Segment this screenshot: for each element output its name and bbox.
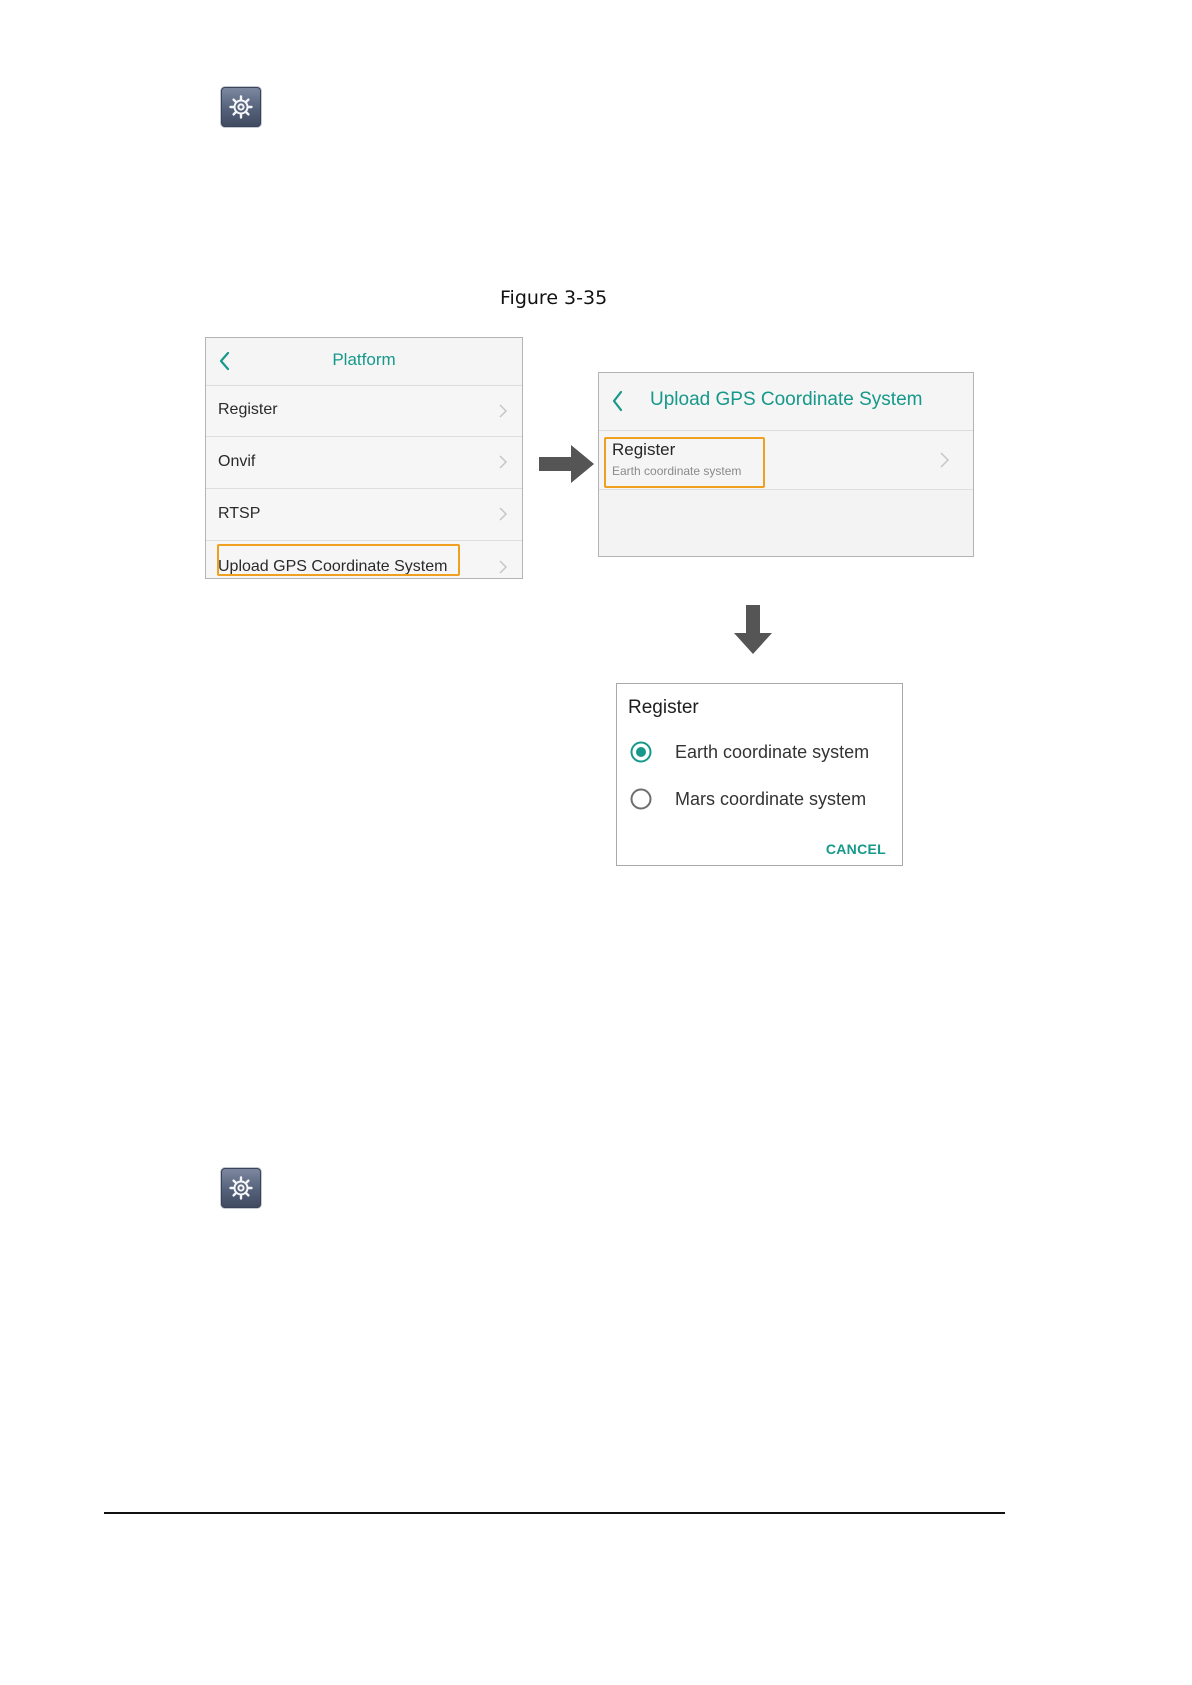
- chevron-right-icon: [498, 506, 508, 522]
- upload-gps-title: Upload GPS Coordinate System: [650, 389, 923, 410]
- menu-item-rtsp[interactable]: [206, 489, 522, 541]
- radio-option-mars[interactable]: [627, 784, 892, 814]
- gear-icon: [228, 94, 254, 120]
- settings-gear-button[interactable]: [221, 87, 261, 127]
- dialog-title: Register: [628, 697, 699, 718]
- chevron-right-icon: [498, 454, 508, 470]
- settings-gear-button[interactable]: [221, 1168, 261, 1208]
- setting-value: Earth coordinate system: [612, 464, 742, 478]
- menu-item-label: Register: [218, 401, 278, 418]
- radio-option-label: Earth coordinate system: [675, 742, 870, 762]
- menu-item-label: Upload GPS Coordinate System: [218, 558, 448, 575]
- upload-gps-header: [599, 373, 973, 431]
- menu-item-label: RTSP: [218, 505, 261, 522]
- highlight-box-upload-gps: [217, 544, 460, 576]
- back-chevron-icon[interactable]: [611, 390, 625, 412]
- radio-option-label: Mars coordinate system: [675, 789, 867, 809]
- figure-caption: Figure 3-35: [500, 287, 608, 309]
- chevron-right-icon: [939, 451, 950, 469]
- menu-item-onvif[interactable]: [206, 437, 522, 489]
- upload-gps-screen: [598, 372, 974, 557]
- arrow-down-icon: [733, 605, 773, 655]
- platform-title: Platform: [332, 350, 396, 369]
- chevron-right-icon: [498, 403, 508, 419]
- footer-divider: [104, 1512, 1005, 1514]
- arrow-right-icon: [539, 444, 595, 484]
- menu-item-register[interactable]: [206, 386, 522, 437]
- platform-header: [206, 338, 522, 386]
- menu-item-label: Onvif: [218, 453, 256, 470]
- radio-selected-icon[interactable]: [629, 740, 653, 764]
- radio-option-earth[interactable]: [627, 737, 892, 767]
- radio-unselected-icon[interactable]: [629, 787, 653, 811]
- gear-icon: [228, 1175, 254, 1201]
- cancel-button[interactable]: CANCEL: [825, 841, 886, 857]
- register-dialog: [616, 683, 903, 866]
- setting-label: Register: [612, 440, 676, 459]
- platform-screen: [205, 337, 523, 579]
- chevron-right-icon: [498, 559, 508, 575]
- highlight-box-register: [604, 437, 765, 488]
